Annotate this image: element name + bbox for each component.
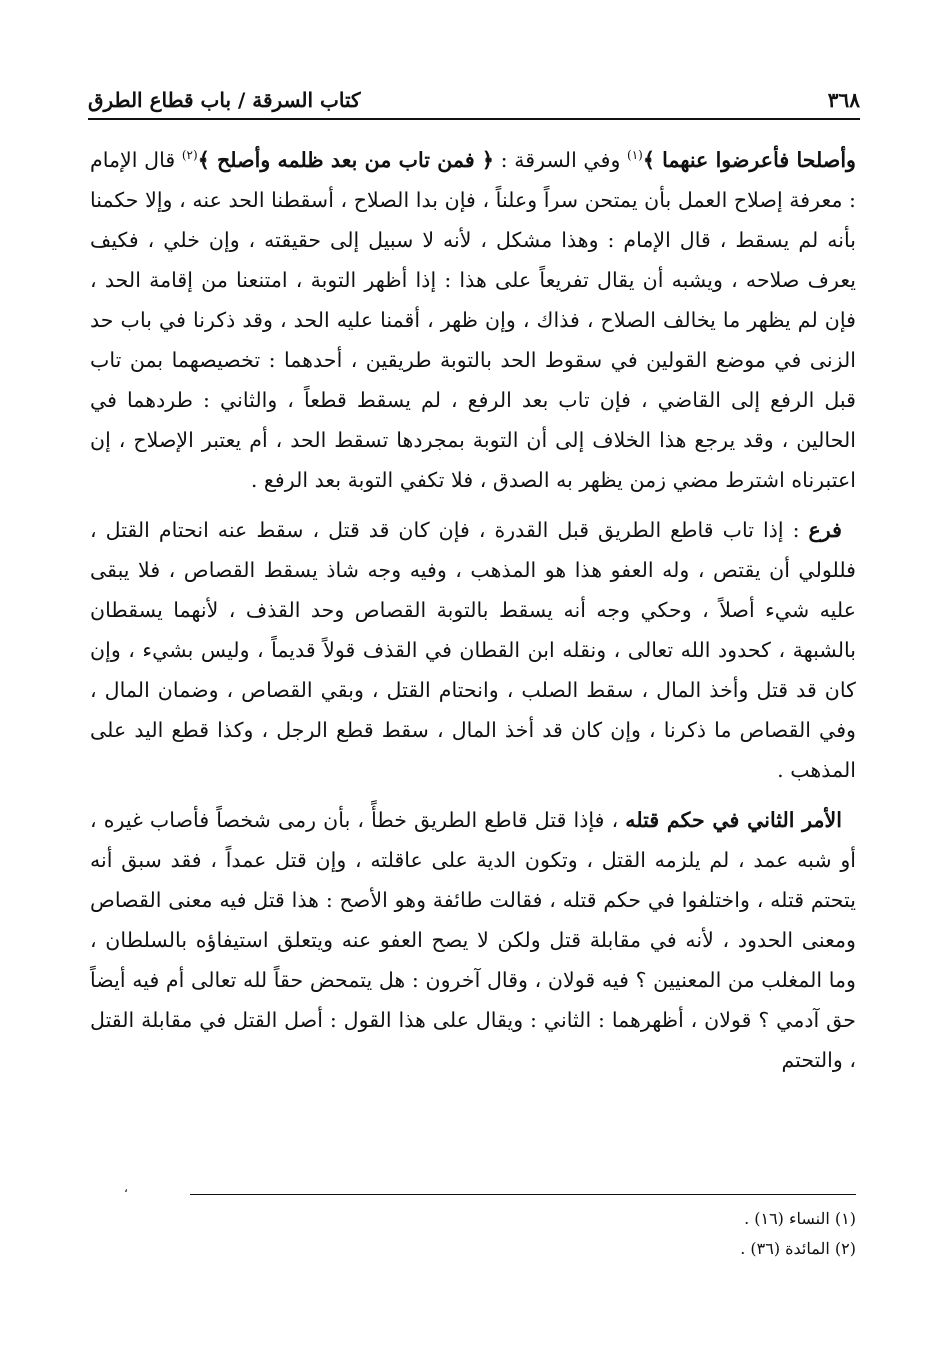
quran-verse-1: وأصلحا فأعرضوا عنهما ﴾ — [642, 148, 856, 172]
footnote-ref-1: (١) — [627, 148, 643, 163]
footnotes — [190, 1204, 856, 1264]
footnote-ref-2: (٢) — [181, 148, 198, 163]
chapter-title: كتاب السرقة / باب قطاع الطرق — [88, 88, 361, 112]
running-header — [88, 76, 860, 112]
stray-mark: ، — [124, 1181, 128, 1195]
text-segment: قال الإمام : معرفة إصلاح العمل بأن يمتحن سراً وعلناً ، فإن بدا الصلاح ، أسقطنا الحد عنه ، وإلا حكمنا بأنه لم يسقط ، قال الإمام : وهذا مشكل ، لأنه لا سبيل إلى حقيقته ، وإن خلي ، فكيف يعرف صلاحه ، ويشبه أن يقال تفريعاً على هذا : إذا أظهر التوبة ، امتنعنا من إقامة الحد ، فإن لم يظهر ما يخالف الصلاح ، فذاك ، وإن ظهر ، أقمنا عليه الحد ، وقد ذكرنا في باب حد الزنى في موضع القولين في سقوط الحد بالتوبة طريقين ، أحدهما : تخصيصهما بمن تاب قبل الرفع إلى القاضي ، فإن تاب بعد الرفع ، لم يسقط قطعاً ، والثاني : طردهما في الحالين ، وقد يرجع هذا الخلاف إلى أن التوبة بمجردها تسقط الحد ، أم يعتبر الإصلاح ، إن اعتبرناه اشترط مضي زمن يظهر به الصدق ، فلا تكفي التوبة بعد الرفع . — [90, 148, 856, 492]
footnote-divider — [190, 1194, 856, 1195]
header-divider — [88, 118, 860, 120]
text-segment: : إذا تاب قاطع الطريق قبل القدرة ، فإن كان قد قتل ، سقط عنه انحتام القتل ، فللولي أن يقتص ، وله العفو هذا هو المذهب ، وفيه وجه شاذ يسقط القصاص ، فلا يبقى عليه شيء أصلاً ، وحكي وجه أنه يسقط بالتوبة القصاص وحد القذف ، لأنهما يسقطان بالشبهة ، كحدود الله تعالى ، ونقله ابن القطان في القذف قولاً قديماً ، وليس بشيء ، وإن كان قد قتل وأخذ المال ، سقط الصلب ، وانحتام القتل ، وبقي القصاص ، وضمان المال ، وفي القصاص ما ذكرنا ، وإن كان قد أخذ المال ، سقط قطع الرجل ، وكذا قطع اليد على المذهب . — [90, 518, 856, 782]
paragraph-1 — [90, 140, 856, 500]
paragraph-2 — [90, 510, 856, 790]
footnote-2: (٢) المائدة (٣٦) . — [740, 1239, 856, 1258]
text-segment: ، فإذا قتل قاطع الطريق خطأً ، بأن رمى شخصاً فأصاب غيره ، أو شبه عمد ، لم يلزمه القتل ، وتكون الدية على عاقلته ، وإن قتل عمداً ، فقد سبق أنه يتحتم قتله ، واختلفوا في حكم قتله ، فقالت طائفة وهو الأصح : هذا قتل فيه معنى القصاص ومعنى الحدود ، لأنه في مقابلة قتل ولكن لا يصح العفو عنه ويتعلق استيفاؤه بالسلطان ، وما المغلب من المعنيين ؟ فيه قولان ، وقال آخرون : هل يتمحض حقاً لله تعالى أم فيه أيضاً حق آدمي ؟ قولان ، أظهرهما : الثاني : ويقال على هذا القول : أصل القتل في مقابلة القتل ، والتحتم — [90, 808, 856, 1072]
section-label-second-matter: الأمر الثاني في حكم قتله — [625, 808, 842, 832]
text-segment: وفي السرقة : — [494, 148, 628, 172]
paragraph-3 — [90, 800, 856, 1080]
footnote-1: (١) النساء (١٦) . — [744, 1209, 856, 1228]
quran-verse-2: ﴿ فمن تاب من بعد ظلمه وأصلح ﴾ — [197, 148, 494, 172]
section-label-far: فرع — [808, 518, 842, 542]
page-number: ٣٦٨ — [827, 88, 860, 112]
main-text — [90, 140, 856, 1080]
